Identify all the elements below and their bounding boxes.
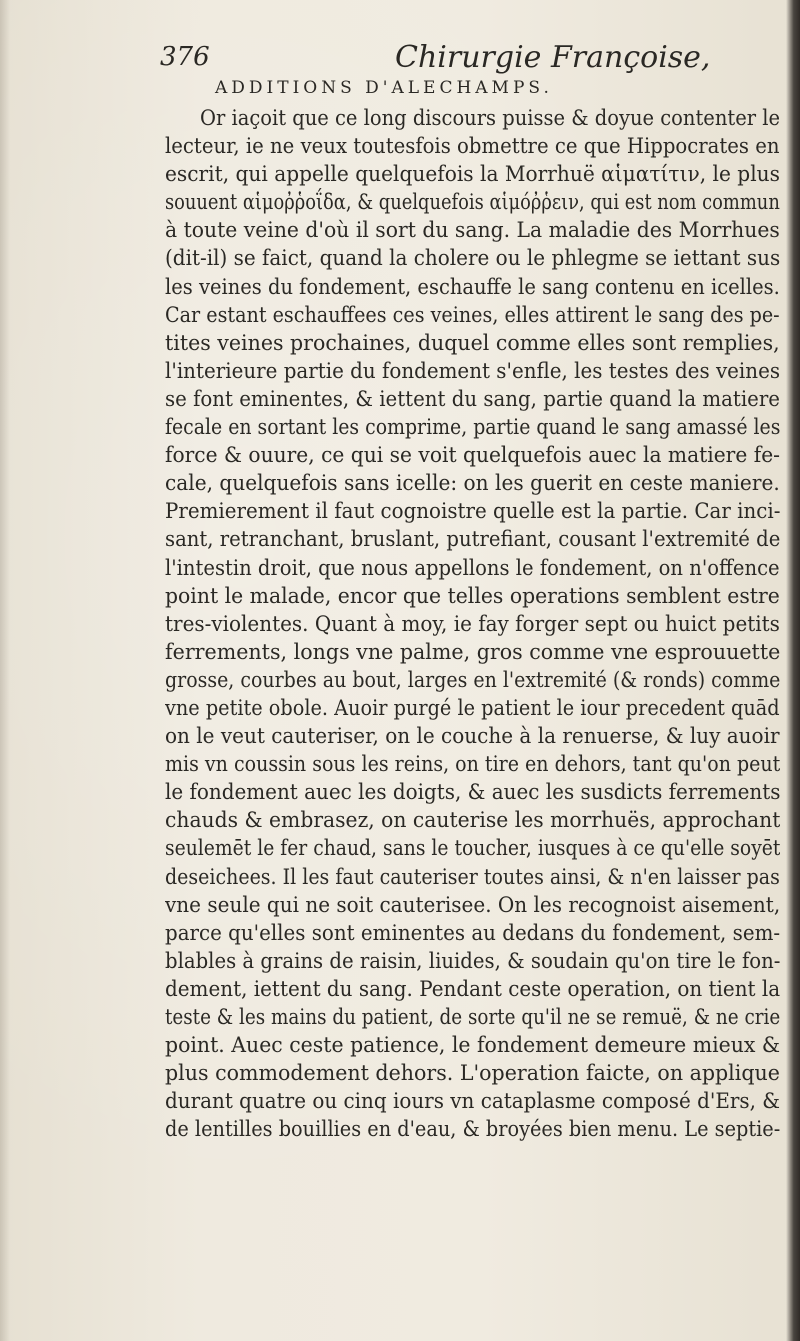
text-line: chauds & embrasez, on cauterise les morrhuës, approchant [165, 808, 780, 833]
text-line: fecale en sortant les comprime, partie quand le sang amassé les [165, 415, 780, 440]
text-line: ferrements, longs vne palme, gros comme vne esprouuette [165, 639, 780, 664]
text-line: se font eminentes, & iettent du sang, partie quand la matiere [165, 386, 780, 411]
text-line: l'intestin droit, que nous appellons le fondement, on n'offence [165, 555, 780, 580]
text-line: escrit, qui appelle quelquefois la Morrhuë αἱματίτιν, le plus [165, 162, 780, 187]
text-line: deseichees. Il les faut cauteriser toutes ainsi, & n'en laisser pas [165, 864, 780, 889]
text-line: blables à grains de raisin, liuides, & soudain qu'on tire le fon- [165, 948, 780, 973]
page-edge-shadow [786, 0, 800, 1341]
text-line: point. Auec ceste patience, le fondement demeure mieux & [165, 1033, 780, 1058]
text-line: les veines du fondement, eschauffe le sang contenu en icelles. [165, 274, 780, 299]
text-line: seulemēt le fer chaud, sans le toucher, iusques à ce qu'elle soyēt [165, 836, 780, 861]
text-line: (dit-il) se faict, quand la cholere ou le phlegme se iettant sus [165, 246, 780, 271]
text-line: durant quatre ou cinq iours vn cataplasme composé d'Ers, & [165, 1089, 780, 1114]
text-line: lecteur, ie ne veux toutesfois obmettre ce que Hippocrates en [165, 134, 780, 159]
text-line: Premierement il faut cognoistre quelle est la partie. Car inci- [165, 499, 780, 524]
text-line: plus commodement dehors. L'operation faicte, on applique [165, 1061, 780, 1086]
text-line: souuent αἱμοῤῥοΐδα, & quelquefois αἱμόῤῥειν, qui est nom commun [165, 190, 780, 215]
text-line: tres-violentes. Quant à moy, ie fay forger sept ou huict petits [165, 611, 780, 636]
text-line: grosse, courbes au bout, larges en l'extremité (& ronds) comme [165, 667, 780, 692]
text-line: teste & les mains du patient, de sorte qu'il ne se remuë, & ne crie [165, 1005, 780, 1029]
running-title: Chirurgie Françoise, [395, 40, 711, 75]
section-heading: ADDITIONS D'ALECHAMPS. [215, 78, 553, 98]
text-line: force & ouure, ce qui se voit quelquefois auec la matiere fe- [165, 443, 780, 468]
text-line: point le malade, encor que telles operations semblent estre [165, 583, 780, 608]
text-line: tites veines prochaines, duquel comme elles sont remplies, [165, 330, 780, 355]
text-line: l'interieure partie du fondement s'enfle, les testes des veines [165, 358, 780, 383]
text-line: mis vn coussin sous les reins, on tire en dehors, tant qu'on peut [165, 752, 780, 777]
text-line: on le veut cauteriser, on le couche à la renuerse, & luy auoir [165, 724, 780, 749]
page-number: 376 [160, 42, 210, 72]
text-line: de lentilles bouillies en d'eau, & broyées bien menu. Le septie- [165, 1117, 780, 1142]
text-line: vne petite obole. Auoir purgé le patient le iour precedent quād [165, 695, 780, 720]
text-line: Car estant eschauffees ces veines, elles attirent le sang des pe- [165, 302, 780, 327]
text-line: le fondement auec les doigts, & auec les susdicts ferrements [165, 780, 780, 805]
text-line: cale, quelquefois sans icelle: on les guerit en ceste maniere. [165, 471, 780, 496]
text-line: vne seule qui ne soit cauterisee. On les recognoist aisement, [165, 892, 780, 917]
text-line: sant, retranchant, bruslant, putrefiant, cousant l'extremité de [165, 527, 780, 552]
text-line: dement, iettent du sang. Pendant ceste operation, on tient la [165, 976, 780, 1001]
page-header [160, 40, 760, 80]
text-line: à toute veine d'où il sort du sang. La maladie des Morrhues [165, 218, 780, 243]
page-gutter-shadow [0, 0, 10, 1341]
body-text [165, 104, 780, 1143]
text-line: parce qu'elles sont eminentes au dedans du fondement, sem- [165, 920, 780, 945]
text-line: Or iaçoit que ce long discours puisse & doyue contenter le [200, 106, 780, 130]
